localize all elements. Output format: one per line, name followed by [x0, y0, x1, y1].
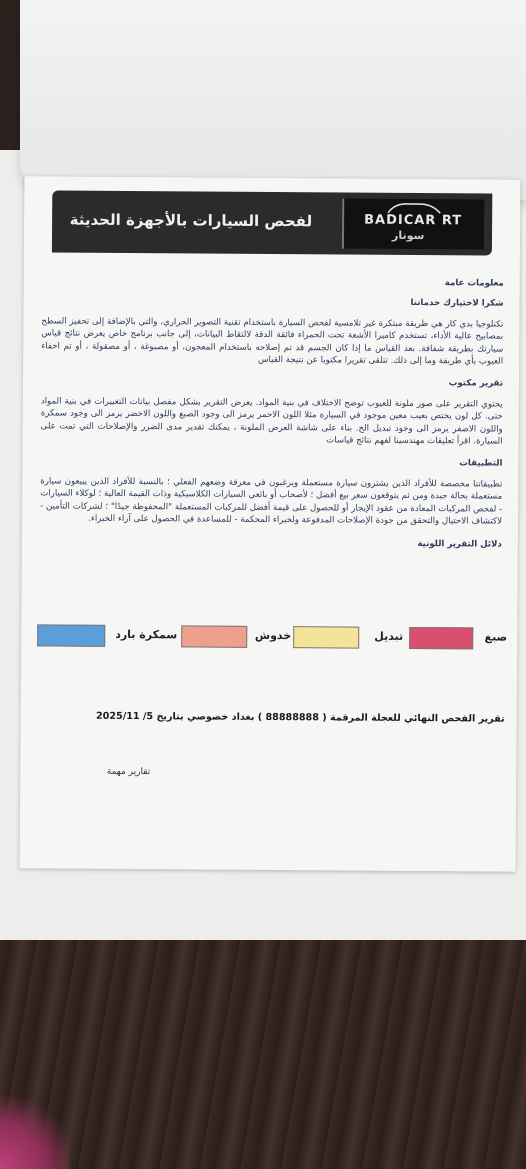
thanks-heading: شكرا لاختيارك خدماتنا — [410, 298, 504, 310]
report-page — [20, 176, 521, 871]
legend-swatch-replacement — [293, 626, 359, 648]
intro-paragraph: تكنلوجيا بدي كار هي طريقة مبتكرة غير تلامسية لفحص السيارة باستخدام تقنية التصوير الحراري، والتي بالإضافة إلى تحفيز السطح بمصابيح عالية الأداء، تستخدم كاميرا الأشعة تحت الحمراء فائقة الدقة لالتقاط البيانات، إلى جانب برنامج خاص يعرض نتائج قياس سيارتك بطريقة شفافة. بعد القياس ما إذا كان الجسم قد تم إصلاحه باستخدام المعجون، أو مصبوغة ، أو مصقولة ، أو تم اخفاء العيوب بأي طريقة وما إلى ذلك. تتلقى تقريرا مكتوبا عن نتيجة القياس — [41, 316, 504, 367]
report-header — [52, 190, 492, 255]
logo-text: BADICAR RT — [364, 212, 463, 229]
legend-label: تبديل — [374, 629, 404, 643]
header-title: لفحص السيارات بالأجهزة الحديثة — [69, 210, 313, 231]
legend-swatch-paint — [409, 627, 473, 649]
applications-paragraph: تطبيقاتنا مخصصة للأفراد الذين يشترون سيارة مستعملة ويرغبون في معرفة وضعهم الفعلي ؛ بالنسبة للأفراد الذين يبيعون سيارة مستعملة بحالة جيدة ومن ثم يتوقعون سعر بيع أفضل ؛ لأصحاب أو بائعي السيارات الكلاسيكية وذات القيمة العالية ؛ لوكلاء السيارات - لفحص المركبات المعادة من عقود الإيجار أو للحصول على قيمة أفضل للمركبات المستعملة "المحفوظة جيدًا" ؛ لشركات التأمين - لاكتشاف الاحتيال والتحقق من جودة الإصلاحات المدفوعة ولخبراء المحكمة - للمساعدة في الحصول على آراء الخبراء. — [40, 476, 503, 527]
color-legend-heading: دلائل التقرير اللونية — [417, 538, 502, 550]
legend-item-replacement — [273, 626, 403, 649]
general-info-heading: معلومات عامة — [444, 278, 504, 289]
applications-heading: التطبيقات — [459, 458, 503, 470]
color-legend — [37, 624, 507, 651]
legend-label: سمكرة بارد — [115, 627, 178, 642]
legend-label: خدوش — [254, 628, 292, 643]
legend-swatch-cold-bodywork — [37, 624, 105, 646]
legend-label: صبغ — [484, 630, 508, 644]
company-logo — [342, 198, 484, 249]
fabric-background — [0, 920, 526, 1169]
legend-swatch-scratches — [181, 625, 247, 647]
legend-item-scratches — [161, 625, 291, 648]
report-body — [40, 268, 504, 558]
legend-item-paint — [407, 627, 507, 650]
final-report-line: تقرير الفحص النهائي للعجلة المرقمة ( 88888888 ) بغداد خصوصي بتاريخ 5/ 2025/11 — [95, 710, 505, 725]
legend-item-cold-bodywork — [37, 624, 177, 647]
written-report-heading: تقرير مكتوب — [448, 378, 504, 390]
folded-paper-top — [20, 0, 526, 200]
pink-cloth-corner — [0, 1095, 70, 1169]
logo-subtitle: سونار — [391, 228, 425, 243]
written-report-paragraph: يحتوي التقرير على صور ملونة للعيوب توضح الاختلاف في بنية المواد. يعرض التقرير بشكل مفصل بيانات التغييرات في بنية المواد حتى. كل لون يختص بعيب معين موجود في السيارة مثلا اللون الاحمر يرمز الى وجود الصبغ واللون الاخضر يرمز الى وجود سمكرة واللون الاصفر يرمز الى وجود تبديل الخ. بناء على شاشة العرض الملونة ، يمكنك تقدير مدى الضرر والإصلاحات التي تمت على السيارة. اقرأ تعليقات مهندسينا لفهم نتائج قياسات — [40, 396, 503, 447]
signature-line: تقارير مهمة — [106, 766, 151, 778]
